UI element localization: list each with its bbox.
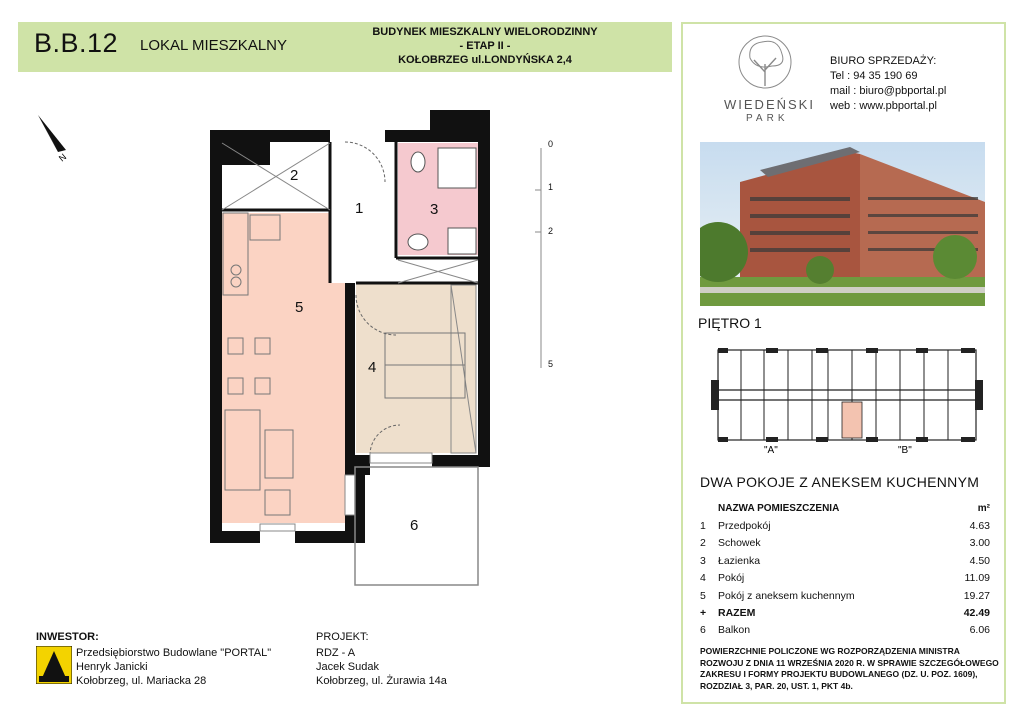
investor-label: INWESTOR: [36, 631, 99, 643]
room-area-table [700, 500, 990, 639]
table-row: 1 Przedpokój 4.63 [700, 520, 990, 533]
investor-person: Henryk Janicki [76, 661, 148, 673]
project-address: Kołobrzeg, ul. Żurawia 14a [316, 675, 447, 687]
table-row: 4 Pokój 11.09 [700, 572, 990, 585]
unit-code: B.B.12 [34, 28, 119, 58]
building-rendering-image [700, 142, 985, 306]
investor-address: Kołobrzeg, ul. Mariacka 28 [76, 675, 207, 687]
table-row: 2 Schowek 3.00 [700, 537, 990, 550]
scale-tick-1: 1 [548, 182, 554, 192]
north-arrow-icon [38, 115, 68, 164]
room-3-label: 3 [430, 201, 439, 218]
wing-b-label: "B" [898, 445, 912, 455]
sales-web[interactable]: web : www.pbportal.pl [830, 100, 937, 112]
logo-subword: PARK [746, 113, 789, 124]
highlighted-unit [842, 402, 862, 438]
room-1-label: 1 [355, 200, 364, 217]
building-line-1: BUDYNEK MIESZKALNY WIELORODZINNY [372, 26, 598, 38]
tree-logo-icon [720, 34, 810, 99]
unit-type: LOKAL MIESZKALNY [140, 37, 287, 54]
project-details [316, 646, 447, 688]
floor-key-plan [706, 340, 986, 455]
room-5-label: 5 [295, 299, 304, 316]
header-area-unit: m² [977, 503, 990, 515]
project-code: RDZ - A [316, 647, 356, 659]
project-label: PROJEKT: [316, 631, 369, 643]
table-row: 6 Balkon 6.06 [700, 624, 990, 637]
investor-name: Przedsiębiorstwo Budowlane "PORTAL" [76, 647, 272, 659]
north-label: N [56, 151, 69, 164]
room-2-label: 2 [290, 167, 299, 184]
room-6-label: 6 [410, 517, 419, 534]
table-header-row [700, 500, 990, 517]
room-5-fill [222, 213, 330, 523]
header-room-name: NAZWA POMIESZCZENIA [718, 503, 840, 515]
sales-tel: Tel : 94 35 190 69 [830, 70, 918, 82]
floor-label: PIĘTRO 1 [698, 315, 762, 331]
room-4-label: 4 [368, 359, 377, 376]
scale-tick-5: 5 [548, 359, 554, 369]
apartment-title: DWA POKOJE Z ANEKSEM KUCHENNYM [700, 474, 980, 490]
sales-mail[interactable]: mail : biuro@pbportal.pl [830, 85, 947, 97]
portal-logo-icon [36, 646, 72, 684]
wing-a-label: "A" [764, 445, 778, 455]
building-line-3: KOŁOBRZEG ul.LONDYŃSKA 2,4 [398, 54, 572, 66]
total-row: + RAZEM 42.49 [700, 607, 990, 620]
area-calculation-note: POWIERZCHNIE POLICZONE WG ROZPORZĄDZENIA MINISTRA ROZWOJU Z DNIA 11 WRZEŚNIA 2020 R. W SPRAWIE SZCZEGÓŁOWEGO ZAKRESU I FORMY PROJEKTU BUDOWLANEGO (DZ. U. POZ. 1609), ROZDZIAŁ 3, PAR. 20, UST. 1, PKT 4b. [700, 646, 999, 691]
building-line-2: - ETAP II - [459, 40, 511, 52]
table-row: 5 Pokój z aneksem kuchennym 19.27 [700, 589, 990, 602]
scale-tick-2: 2 [548, 226, 554, 236]
scale-bar [535, 148, 541, 368]
logo-wordmark: WIEDEŃSKI [724, 97, 815, 112]
scale-tick-0: 0 [548, 139, 554, 149]
project-author: Jacek Sudak [316, 661, 379, 673]
table-row: 3 Łazienka 4.50 [700, 554, 990, 567]
sales-label: BIURO SPRZEDAŻY: [830, 55, 937, 67]
investor-details [76, 646, 271, 688]
